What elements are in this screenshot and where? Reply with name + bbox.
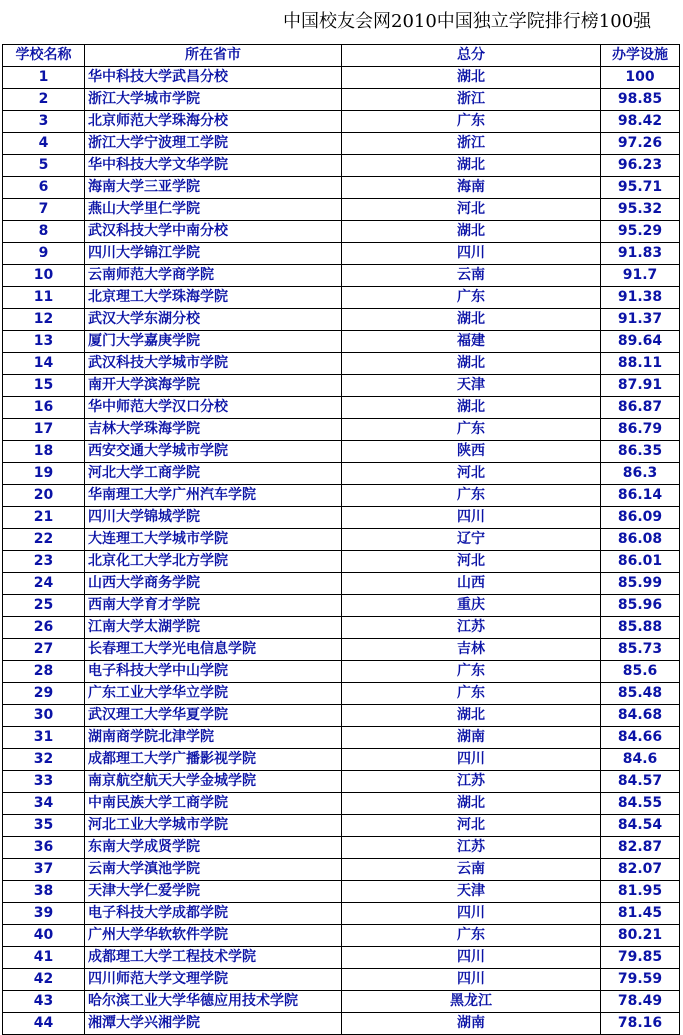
school-name-cell: 四川大学锦城学院 — [85, 507, 342, 529]
rank-cell: 11 — [3, 287, 85, 309]
school-name-cell: 武汉科技大学城市学院 — [85, 353, 342, 375]
score-cell: 95.32 — [601, 199, 680, 221]
score-cell: 85.73 — [601, 639, 680, 661]
province-cell: 辽宁 — [342, 529, 601, 551]
rank-cell: 43 — [3, 991, 85, 1013]
province-cell: 湖南 — [342, 727, 601, 749]
rank-cell: 37 — [3, 859, 85, 881]
table-row — [3, 903, 680, 925]
rank-cell: 9 — [3, 243, 85, 265]
table-row — [3, 133, 680, 155]
school-name-cell: 华中科技大学文华学院 — [85, 155, 342, 177]
school-name-cell: 哈尔滨工业大学华德应用技术学院 — [85, 991, 342, 1013]
province-cell: 福建 — [342, 331, 601, 353]
school-name-cell: 东南大学成贤学院 — [85, 837, 342, 859]
rank-cell: 16 — [3, 397, 85, 419]
score-cell: 78.16 — [601, 1013, 680, 1035]
score-cell: 97.26 — [601, 133, 680, 155]
rank-cell: 20 — [3, 485, 85, 507]
province-cell: 四川 — [342, 947, 601, 969]
school-name-cell: 吉林大学珠海学院 — [85, 419, 342, 441]
score-cell: 98.42 — [601, 111, 680, 133]
rank-cell: 31 — [3, 727, 85, 749]
province-cell: 河北 — [342, 199, 601, 221]
score-cell: 100 — [601, 67, 680, 89]
rank-cell: 8 — [3, 221, 85, 243]
score-cell: 96.23 — [601, 155, 680, 177]
province-cell: 河北 — [342, 551, 601, 573]
table-row — [3, 485, 680, 507]
table-row — [3, 881, 680, 903]
rank-cell: 18 — [3, 441, 85, 463]
province-cell: 陕西 — [342, 441, 601, 463]
rank-cell: 12 — [3, 309, 85, 331]
province-cell: 黑龙江 — [342, 991, 601, 1013]
table-row — [3, 199, 680, 221]
table-row — [3, 397, 680, 419]
province-cell: 浙江 — [342, 133, 601, 155]
province-cell: 湖北 — [342, 67, 601, 89]
table-row — [3, 419, 680, 441]
school-name-cell: 河北大学工商学院 — [85, 463, 342, 485]
table-row — [3, 353, 680, 375]
school-name-cell: 西安交通大学城市学院 — [85, 441, 342, 463]
score-cell: 82.07 — [601, 859, 680, 881]
score-cell: 86.01 — [601, 551, 680, 573]
score-cell: 81.45 — [601, 903, 680, 925]
school-name-cell: 厦门大学嘉庚学院 — [85, 331, 342, 353]
school-name-cell: 浙江大学宁波理工学院 — [85, 133, 342, 155]
rank-cell: 29 — [3, 683, 85, 705]
score-cell: 86.87 — [601, 397, 680, 419]
school-name-cell: 电子科技大学中山学院 — [85, 661, 342, 683]
rank-cell: 44 — [3, 1013, 85, 1035]
rank-cell: 4 — [3, 133, 85, 155]
school-name-cell: 北京师范大学珠海分校 — [85, 111, 342, 133]
table-row — [3, 749, 680, 771]
score-cell: 86.79 — [601, 419, 680, 441]
school-name-cell: 浙江大学城市学院 — [85, 89, 342, 111]
province-cell: 江苏 — [342, 771, 601, 793]
province-cell: 广东 — [342, 925, 601, 947]
province-cell: 山西 — [342, 573, 601, 595]
header-total-score: 总分 — [342, 45, 601, 67]
province-cell: 重庆 — [342, 595, 601, 617]
header-school-name: 学校名称 — [3, 45, 85, 67]
province-cell: 湖北 — [342, 309, 601, 331]
table-row — [3, 617, 680, 639]
school-name-cell: 华南理工大学广州汽车学院 — [85, 485, 342, 507]
header-province: 所在省市 — [85, 45, 342, 67]
school-name-cell: 云南大学滇池学院 — [85, 859, 342, 881]
rank-cell: 26 — [3, 617, 85, 639]
table-row — [3, 331, 680, 353]
score-cell: 86.09 — [601, 507, 680, 529]
school-name-cell: 燕山大学里仁学院 — [85, 199, 342, 221]
score-cell: 81.95 — [601, 881, 680, 903]
rank-cell: 24 — [3, 573, 85, 595]
table-row — [3, 551, 680, 573]
score-cell: 86.3 — [601, 463, 680, 485]
school-name-cell: 北京理工大学珠海学院 — [85, 287, 342, 309]
province-cell: 广东 — [342, 683, 601, 705]
table-row — [3, 441, 680, 463]
province-cell: 江苏 — [342, 617, 601, 639]
score-cell: 79.59 — [601, 969, 680, 991]
table-row — [3, 969, 680, 991]
score-cell: 95.29 — [601, 221, 680, 243]
score-cell: 91.7 — [601, 265, 680, 287]
rank-cell: 17 — [3, 419, 85, 441]
table-row — [3, 155, 680, 177]
table-row — [3, 573, 680, 595]
rank-cell: 7 — [3, 199, 85, 221]
table-row — [3, 463, 680, 485]
school-name-cell: 广东工业大学华立学院 — [85, 683, 342, 705]
rank-cell: 42 — [3, 969, 85, 991]
province-cell: 湖北 — [342, 221, 601, 243]
table-row — [3, 529, 680, 551]
score-cell: 84.68 — [601, 705, 680, 727]
province-cell: 四川 — [342, 749, 601, 771]
school-name-cell: 四川师范大学文理学院 — [85, 969, 342, 991]
table-row — [3, 243, 680, 265]
table-row — [3, 815, 680, 837]
province-cell: 湖北 — [342, 353, 601, 375]
table-row — [3, 375, 680, 397]
school-name-cell: 武汉理工大学华夏学院 — [85, 705, 342, 727]
school-name-cell: 河北工业大学城市学院 — [85, 815, 342, 837]
province-cell: 广东 — [342, 661, 601, 683]
rank-cell: 15 — [3, 375, 85, 397]
table-row — [3, 595, 680, 617]
rank-cell: 21 — [3, 507, 85, 529]
score-cell: 86.14 — [601, 485, 680, 507]
rank-cell: 14 — [3, 353, 85, 375]
rank-cell: 6 — [3, 177, 85, 199]
province-cell: 广东 — [342, 419, 601, 441]
province-cell: 湖北 — [342, 397, 601, 419]
table-row — [3, 1013, 680, 1035]
score-cell: 89.64 — [601, 331, 680, 353]
table-row — [3, 221, 680, 243]
score-cell: 85.99 — [601, 573, 680, 595]
table-row — [3, 925, 680, 947]
school-name-cell: 西南大学育才学院 — [85, 595, 342, 617]
header-facilities: 办学设施 — [601, 45, 680, 67]
province-cell: 天津 — [342, 375, 601, 397]
province-cell: 湖北 — [342, 155, 601, 177]
rank-cell: 10 — [3, 265, 85, 287]
school-name-cell: 大连理工大学城市学院 — [85, 529, 342, 551]
score-cell: 85.48 — [601, 683, 680, 705]
score-cell: 85.88 — [601, 617, 680, 639]
rank-cell: 3 — [3, 111, 85, 133]
province-cell: 四川 — [342, 243, 601, 265]
province-cell: 江苏 — [342, 837, 601, 859]
school-name-cell: 电子科技大学成都学院 — [85, 903, 342, 925]
table-row — [3, 947, 680, 969]
rank-cell: 39 — [3, 903, 85, 925]
rank-cell: 30 — [3, 705, 85, 727]
province-cell: 云南 — [342, 859, 601, 881]
score-cell: 84.6 — [601, 749, 680, 771]
table-row — [3, 177, 680, 199]
province-cell: 四川 — [342, 969, 601, 991]
rank-cell: 13 — [3, 331, 85, 353]
school-name-cell: 南开大学滨海学院 — [85, 375, 342, 397]
rank-cell: 27 — [3, 639, 85, 661]
score-cell: 98.85 — [601, 89, 680, 111]
table-row — [3, 661, 680, 683]
score-cell: 85.96 — [601, 595, 680, 617]
table-row — [3, 837, 680, 859]
rank-cell: 23 — [3, 551, 85, 573]
ranking-table — [2, 44, 680, 1035]
table-row — [3, 991, 680, 1013]
page-title — [0, 0, 683, 44]
table-row — [3, 793, 680, 815]
rank-cell: 33 — [3, 771, 85, 793]
school-name-cell: 四川大学锦江学院 — [85, 243, 342, 265]
score-cell: 82.87 — [601, 837, 680, 859]
rank-cell: 38 — [3, 881, 85, 903]
rank-cell: 41 — [3, 947, 85, 969]
rank-cell: 32 — [3, 749, 85, 771]
table-row — [3, 507, 680, 529]
province-cell: 湖南 — [342, 1013, 601, 1035]
table-row — [3, 683, 680, 705]
table-row — [3, 639, 680, 661]
province-cell: 四川 — [342, 507, 601, 529]
table-row — [3, 265, 680, 287]
score-cell: 95.71 — [601, 177, 680, 199]
school-name-cell: 成都理工大学广播影视学院 — [85, 749, 342, 771]
score-cell: 84.55 — [601, 793, 680, 815]
page-title-text: 中国校友会网2010中国独立学院排行榜100强 — [283, 11, 652, 32]
school-name-cell: 天津大学仁爱学院 — [85, 881, 342, 903]
school-name-cell: 海南大学三亚学院 — [85, 177, 342, 199]
score-cell: 85.6 — [601, 661, 680, 683]
score-cell: 86.08 — [601, 529, 680, 551]
school-name-cell: 山西大学商务学院 — [85, 573, 342, 595]
rank-cell: 35 — [3, 815, 85, 837]
province-cell: 广东 — [342, 287, 601, 309]
school-name-cell: 成都理工大学工程技术学院 — [85, 947, 342, 969]
table-body — [3, 67, 680, 1035]
rank-cell: 34 — [3, 793, 85, 815]
province-cell: 广东 — [342, 111, 601, 133]
score-cell: 78.49 — [601, 991, 680, 1013]
province-cell: 吉林 — [342, 639, 601, 661]
province-cell: 广东 — [342, 485, 601, 507]
school-name-cell: 江南大学太湖学院 — [85, 617, 342, 639]
school-name-cell: 湘潭大学兴湘学院 — [85, 1013, 342, 1035]
rank-cell: 22 — [3, 529, 85, 551]
school-name-cell: 南京航空航天大学金城学院 — [85, 771, 342, 793]
school-name-cell: 北京化工大学北方学院 — [85, 551, 342, 573]
table-row — [3, 705, 680, 727]
score-cell: 87.91 — [601, 375, 680, 397]
province-cell: 湖北 — [342, 705, 601, 727]
province-cell: 河北 — [342, 463, 601, 485]
table-row — [3, 67, 680, 89]
school-name-cell: 湖南商学院北津学院 — [85, 727, 342, 749]
province-cell: 河北 — [342, 815, 601, 837]
rank-cell: 5 — [3, 155, 85, 177]
score-cell: 86.35 — [601, 441, 680, 463]
province-cell: 海南 — [342, 177, 601, 199]
table-row — [3, 727, 680, 749]
province-cell: 浙江 — [342, 89, 601, 111]
score-cell: 91.38 — [601, 287, 680, 309]
school-name-cell: 华中科技大学武昌分校 — [85, 67, 342, 89]
school-name-cell: 华中师范大学汉口分校 — [85, 397, 342, 419]
rank-cell: 40 — [3, 925, 85, 947]
school-name-cell: 长春理工大学光电信息学院 — [85, 639, 342, 661]
school-name-cell: 广州大学华软软件学院 — [85, 925, 342, 947]
rank-cell: 2 — [3, 89, 85, 111]
rank-cell: 19 — [3, 463, 85, 485]
province-cell: 湖北 — [342, 793, 601, 815]
school-name-cell: 武汉科技大学中南分校 — [85, 221, 342, 243]
table-row — [3, 111, 680, 133]
score-cell: 84.66 — [601, 727, 680, 749]
score-cell: 84.54 — [601, 815, 680, 837]
province-cell: 天津 — [342, 881, 601, 903]
school-name-cell: 云南师范大学商学院 — [85, 265, 342, 287]
score-cell: 91.83 — [601, 243, 680, 265]
score-cell: 79.85 — [601, 947, 680, 969]
table-header-row — [3, 45, 680, 67]
school-name-cell: 中南民族大学工商学院 — [85, 793, 342, 815]
table-row — [3, 287, 680, 309]
table-row — [3, 771, 680, 793]
table-row — [3, 859, 680, 881]
table-row — [3, 89, 680, 111]
rank-cell: 25 — [3, 595, 85, 617]
rank-cell: 36 — [3, 837, 85, 859]
table-row — [3, 309, 680, 331]
rank-cell: 28 — [3, 661, 85, 683]
score-cell: 91.37 — [601, 309, 680, 331]
score-cell: 80.21 — [601, 925, 680, 947]
province-cell: 云南 — [342, 265, 601, 287]
school-name-cell: 武汉大学东湖分校 — [85, 309, 342, 331]
score-cell: 88.11 — [601, 353, 680, 375]
score-cell: 84.57 — [601, 771, 680, 793]
province-cell: 四川 — [342, 903, 601, 925]
rank-cell: 1 — [3, 67, 85, 89]
